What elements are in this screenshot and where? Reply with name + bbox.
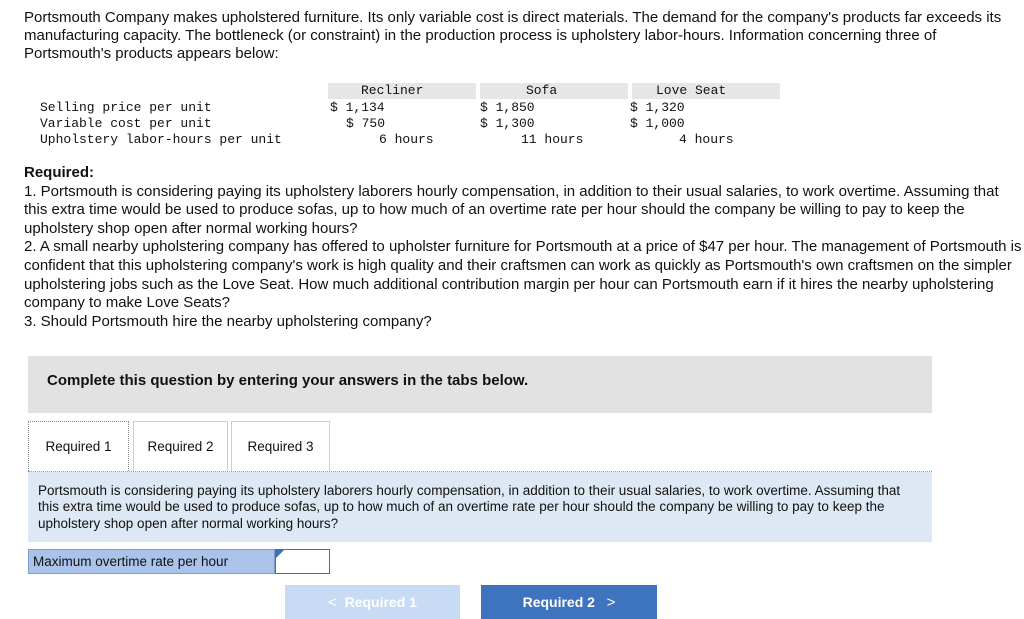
table-cell: $ 1,320	[630, 100, 685, 115]
tab-bar	[28, 421, 932, 472]
col-header-recliner: Recliner	[361, 83, 424, 98]
required-item-1: 1. Portsmouth is considering paying its upholstery laborers hourly compensation, in addition to their usual salaries, to work overtime. Assuming that this extra time would be used to produce sofas, up to how much of an overtime rate per hour should the company be willing to pay to keep the upholstery shop open after normal working hours?	[24, 182, 999, 237]
instruction-bar	[28, 356, 932, 413]
table-cell: $ 750	[346, 116, 386, 131]
tab-required-2[interactable]: Required 2	[133, 421, 228, 471]
table-cell: $ 1,300	[480, 116, 535, 131]
prev-required-button[interactable]	[285, 585, 460, 619]
problem-intro: Portsmouth Company makes upholstered furniture. Its only variable cost is direct materials. The demand for the company's products far exceeds its manufacturing capacity. The bottleneck (or constraint) in the production process is upholstery labor-hours. Information concerning three of Portsmouth's products appears below:	[24, 9, 1002, 62]
next-required-button[interactable]	[481, 585, 657, 619]
col-header-love-seat: Love Seat	[656, 83, 727, 98]
table-cell: 11 hours	[521, 132, 584, 147]
required-item-2: 2. A small nearby upholstering company has offered to upholster furniture for Portsmouth at a price of $47 per hour. The management of Portsmouth is confident that this upholstering company's work is high quality and their craftsmen can work as quickly as Portsmouth's own craftsmen on the simpler upholstering jobs such as the Love Seat. How much additional contribution margin per hour can Portsmouth earn if it hires the nearby upholstering company to make Love Seats?	[24, 238, 1022, 312]
table-cell: $ 1,134	[330, 100, 385, 115]
table-cell: 4 hours	[679, 132, 734, 147]
table-cell: 6 hours	[379, 132, 434, 147]
table-header-row	[24, 83, 780, 99]
chevron-left-icon: <	[328, 593, 337, 611]
tab-required-1[interactable]: Required 1	[28, 421, 129, 471]
row-label: Upholstery labor-hours per unit	[40, 132, 282, 147]
question-panel	[28, 472, 932, 542]
required-title: Required:	[24, 164, 95, 181]
next-button-label: Required 2	[522, 594, 595, 610]
panel-question-text: Portsmouth is considering paying its upholstery laborers hourly compensation, in addition to their usual salaries, to work overtime. Assuming that this extra time would be used to produce sofas, up to how much of an overtime rate per hour should the company be willing to pay to keep the upholstery shop open after normal working hours?	[38, 483, 901, 531]
table-cell: $ 1,000	[630, 116, 685, 131]
chevron-right-icon: >	[606, 593, 616, 611]
instruction-text: Complete this question by entering your answers in the tabs below.	[47, 372, 529, 389]
col-header-sofa: Sofa	[526, 83, 558, 98]
row-label: Variable cost per unit	[40, 116, 212, 131]
answer-label: Maximum overtime rate per hour	[28, 549, 275, 574]
tab-required-3[interactable]: Required 3	[231, 421, 330, 471]
required-item-3: 3. Should Portsmouth hire the nearby upholstering company?	[24, 312, 432, 330]
prev-button-label: Required 1	[344, 594, 417, 610]
input-flag-icon	[276, 550, 284, 558]
row-label: Selling price per unit	[40, 100, 212, 115]
required-section	[24, 164, 1024, 331]
table-cell: $ 1,850	[480, 100, 535, 115]
